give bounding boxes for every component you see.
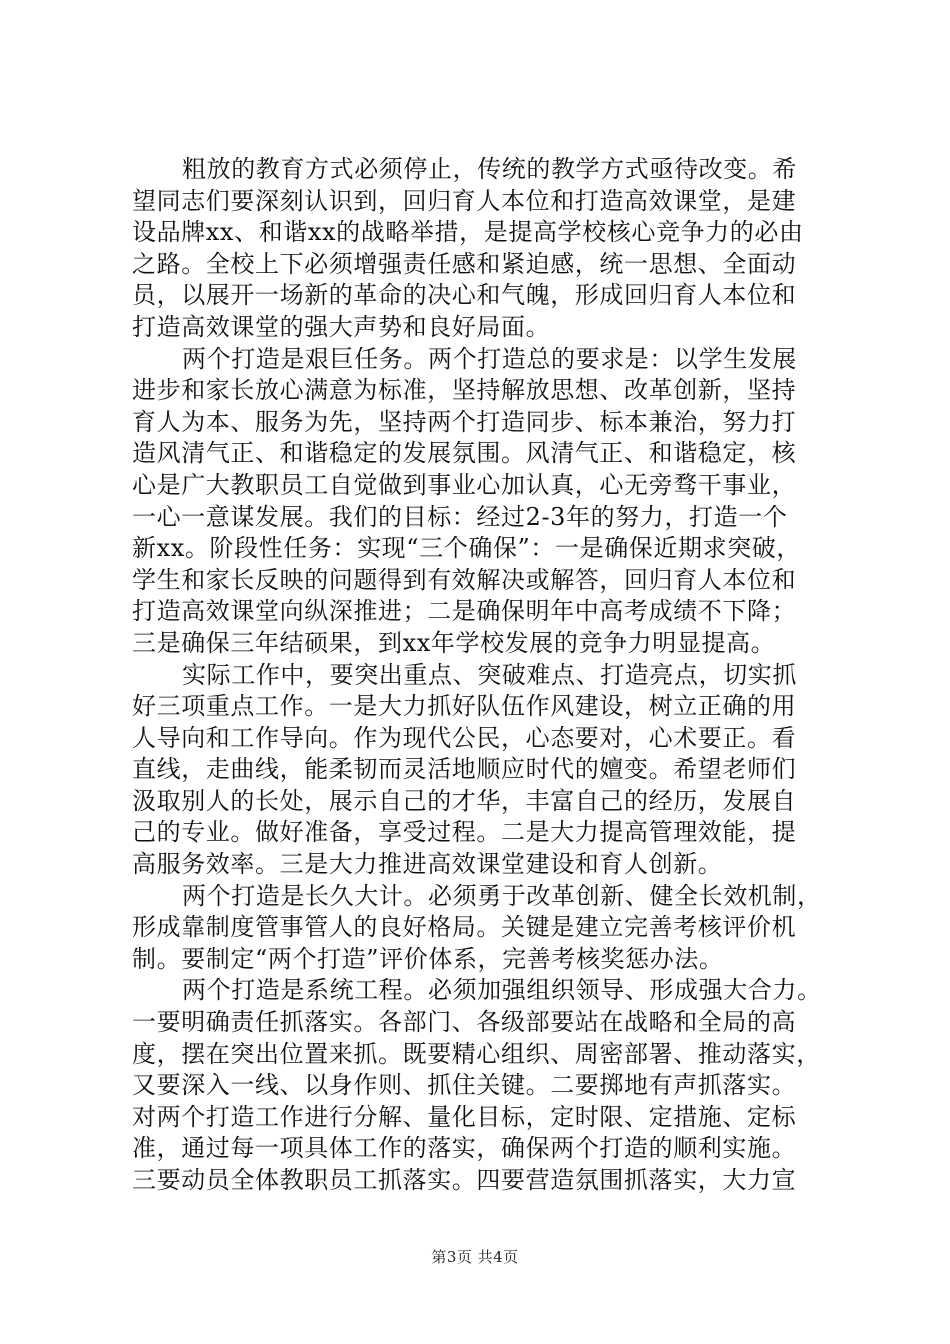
text-line: 三是确保三年结硕果，到xx年学校发展的竞争力明显提高。: [132, 628, 776, 657]
text-line: 育人为本、服务为先，坚持两个打造同步、标本兼治，努力打: [132, 407, 797, 436]
text-line: 制。要制定“两个打造”评价体系，完善考核奖惩办法。: [132, 944, 724, 973]
text-line: 又要深入一线、以身作则、抓住关键。二要掷地有声抓落实。: [132, 1071, 797, 1100]
text-line: 好三项重点工作。一是大力抓好队伍作风建设，树立正确的用: [132, 692, 797, 721]
text-line: 进步和家长放心满意为标准，坚持解放思想、改革创新，坚持: [132, 376, 797, 405]
text-line: 人导向和工作导向。作为现代公民，心态要对，心术要正。看: [132, 723, 797, 752]
text-line: 造风清气正、和谐稳定的发展氛围。风清气正、和谐稳定，核: [132, 439, 797, 468]
text-line: 对两个打造工作进行分解、量化目标，定时限、定措施、定标: [132, 1102, 797, 1131]
text-line: 高服务效率。三是大力推进高效课堂建设和育人创新。: [132, 850, 723, 879]
text-line: 汲取别人的长处，展示自己的才华，丰富自己的经历，发展自: [132, 786, 797, 815]
text-line: 设品牌xx、和谐xx的战略举措，是提高学校核心竞争力的必由: [132, 218, 804, 247]
text-line: 学生和家长反映的问题得到有效解决或解答，回归育人本位和: [132, 565, 797, 594]
text-line: 粗放的教育方式必须停止，传统的教学方式亟待改变。希: [182, 155, 797, 183]
page-footer: 第3页 共4页: [431, 1248, 519, 1266]
text-line: 形成靠制度管事管人的良好格局。关键是建立完善考核评价机: [132, 913, 797, 942]
document-body: [132, 154, 832, 1197]
text-line: 准，通过每一项具体工作的落实，确保两个打造的顺利实施。: [132, 1134, 797, 1163]
text-line: 员，以展开一场新的革命的决心和气魄，形成回归育人本位和: [132, 281, 797, 310]
text-line: 一要明确责任抓落实。各部门、各级部要站在战略和全局的高: [132, 1008, 797, 1037]
text-line: 度，摆在突出位置来抓。既要精心组织、周密部署、推动落实，: [132, 1039, 821, 1068]
text-line: 一心一意谋发展。我们的目标：经过2-3年的努力，打造一个: [132, 502, 788, 531]
text-line: 打造高效课堂的强大声势和良好局面。: [132, 312, 551, 341]
text-line: 新xx。阶段性任务：实现“三个确保”：一是确保近期求突破，: [132, 534, 802, 563]
text-line: 望同志们要深刻认识到，回归育人本位和打造高效课堂，是建: [132, 186, 797, 215]
text-line: 三要动员全体教职员工抓落实。四要营造氛围抓落实，大力宣: [132, 1166, 797, 1194]
text-line: 实际工作中，要突出重点、突破难点、打造亮点，切实抓: [182, 660, 797, 689]
text-line: 两个打造是艰巨任务。两个打造总的要求是：以学生发展: [182, 344, 797, 373]
text-line: 直线，走曲线，能柔韧而灵活地顺应时代的嬗变。希望老师们: [132, 755, 797, 784]
text-line: 心是广大教职员工自觉做到事业心加认真，心无旁骛干事业，: [132, 470, 797, 499]
text-line: 己的专业。做好准备，享受过程。二是大力提高管理效能，提: [132, 818, 797, 847]
text-line: 两个打造是长久大计。必须勇于改革创新、健全长效机制，: [182, 881, 822, 910]
text-line: 打造高效课堂向纵深推进；二是确保明年中高考成绩不下降；: [132, 597, 797, 626]
text-line: 之路。全校上下必须增强责任感和紧迫感，统一思想、全面动: [132, 249, 797, 278]
text-line: 两个打造是系统工程。必须加强组织领导、形成强大合力。: [182, 976, 822, 1005]
